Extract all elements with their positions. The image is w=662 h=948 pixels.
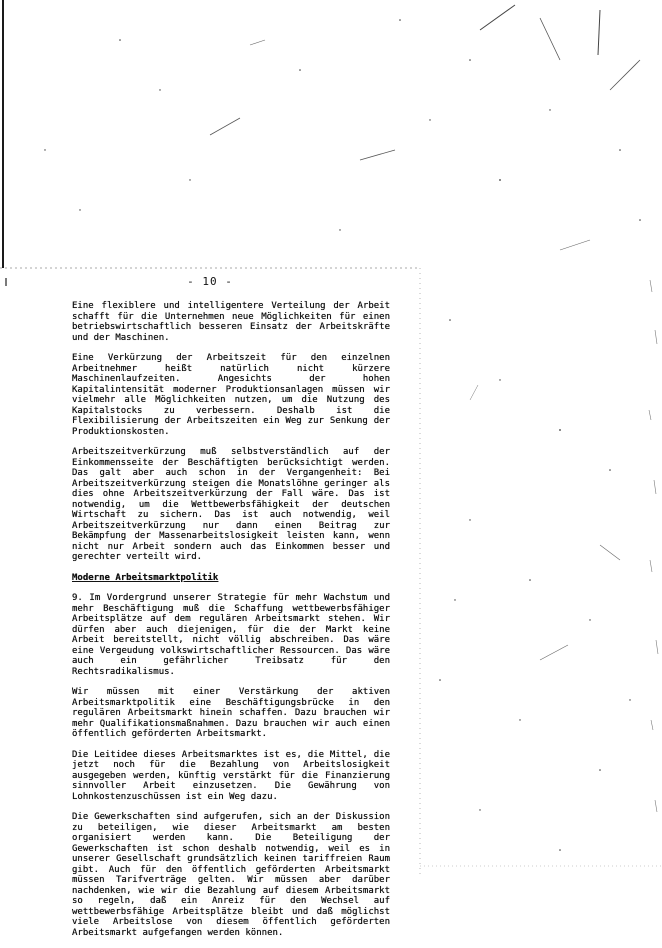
paragraph: Wir müssen mit einer Verstärkung der aktiven Arbeitsmarktpolitik eine Beschäftigungsbrücke in den regulären Arbeitsmarkt hinein schaffen. Dazu brauchen wir mehr Qualifikationsmaßnahmen. Dazu brauchen wir auch einen öffentlich geförderten Arbeitsmarkt. <box>72 687 390 739</box>
paragraph: Arbeitszeitverkürzung muß selbstverständlich auf der Einkommensseite der Beschäftigten berücksichtigt werden. Das galt aber auch schon in der Vergangenheit: Bei Arbeitszeitverkürzung steigen die Monatslöhne geringer als dies ohne Arbeitszeitverkürzung der Fall wäre. Das ist notwendig, um die Wettbewerbsfähigkeit der deutschen Wirtschaft zu sichern. Das ist auch notwendig, weil Arbeitszeitverkürzung nur dann einen Beitrag zur Bekämpfung der Massenarbeitslosigkeit leisten kann, wenn nicht nur Arbeit sondern auch das Einkommen besser und gerechter verteilt wird. <box>72 447 390 562</box>
page-number: - 10 - <box>187 275 233 288</box>
paragraph: Eine Verkürzung der Arbeitszeit für den einzelnen Arbeitnehmer heißt natürlich nicht kürzere Maschinenlaufzeiten. Angesichts der hohen Kapitalintensität moderner Produktionsanlagen müssen wir vielmehr alle Möglichkeiten nutzen, um die Nutzung des Kapitalstocks zu verbessern. Deshalb ist die Flexibilisierung der Arbeitszeiten ein Weg zur Senkung der Produktionskosten. <box>72 353 390 437</box>
blank-upper-area <box>0 0 662 268</box>
paragraph: Die Leitidee dieses Arbeitsmarktes ist es, die Mittel, die jetzt noch für die Bezahlung von Arbeitslosigkeit ausgegeben werden, künftig verstärkt für die Finanzierung sinnvoller Arbeit einzusetzen. Die Gewährung von Lohnkostenzuschüssen ist ein Weg dazu. <box>72 749 390 802</box>
paragraph: 9. Im Vordergrund unserer Strategie für mehr Wachstum und mehr Beschäftigung muß die Schaffung wettbewerbsfähiger Arbeitsplätze auf dem regulären Arbeitsmarkt stehen. Wir dürfen aber auch diejenigen, für die der Markt keine Arbeit bereitstellt, nicht völlig abschreiben. Das wäre eine Vergeudung volkswirtschaftlicher Ressourcen. Das wäre auch ein gefährlicher Treibsatz für den Rechtsradikalismus. <box>72 593 390 677</box>
section-heading: Moderne Arbeitsmarktpolitik <box>72 572 219 583</box>
paragraph: Eine flexiblere und intelligentere Verteilung der Arbeit schafft für die Unternehmen neue Möglichkeiten für einen betriebswirtschaftlich besseren Einsatz der Arbeitskräfte und der Maschinen. <box>72 301 390 343</box>
paragraph: Die Gewerkschaften sind aufgerufen, sich an der Diskussion zu beteiligen, wie dieser Arbeitsmarkt am besten organisiert werden kann. Die Beteiligung der Gewerkschaften ist schon deshalb notwendig, weil es in unserer Gesellschaft grundsätzlich keinen tariffreien Raum gibt. Auch für den öffentlich geförderten Arbeitsmarkt müssen Tarifverträge gelten. Wir müssen aber darüber nachdenken, wie wir die Bezahlung auf diesem Arbeitsmarkt so regeln, daß ein Anreiz für den Wechsel auf wettbewerbsfähige Arbeitsplätze bleibt und daß möglichst viele Arbeitslose von diesem öffentlich geförderten Arbeitsmarkt aufgefangen werden können. <box>72 812 390 938</box>
document-body <box>72 301 390 948</box>
